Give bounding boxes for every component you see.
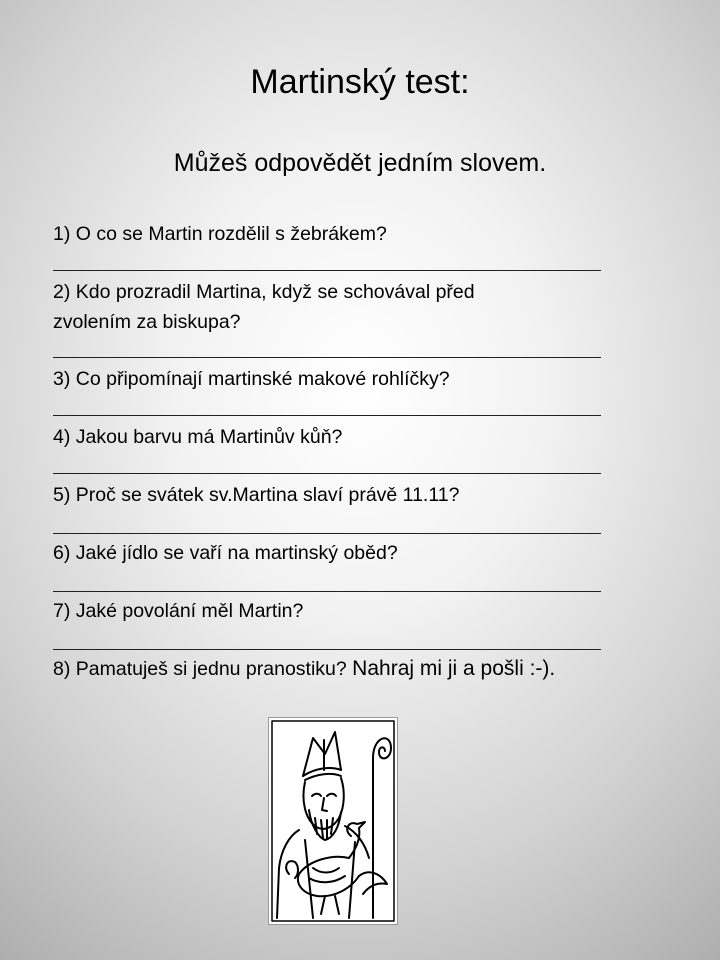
answer-line-2[interactable] xyxy=(53,357,601,358)
question-2-line-2: zvolením za biskupa? xyxy=(53,311,241,333)
saint-martin-drawing xyxy=(269,718,397,924)
page-title: Martinský test: xyxy=(250,63,470,101)
question-2-line-1: 2) Kdo prozradil Martina, když se schovával před xyxy=(53,281,475,303)
answer-line-3[interactable] xyxy=(53,415,601,416)
question-8-instruction: Nahraj mi ji a pošli :-). xyxy=(352,657,556,680)
question-5: 5) Proč se svátek sv.Martina slaví právě 11.11? xyxy=(53,484,460,506)
page-subtitle: Můžeš odpovědět jedním slovem. xyxy=(173,149,547,177)
question-1: 1) O co se Martin rozdělil s žebrákem? xyxy=(53,223,387,245)
saint-martin-illustration xyxy=(268,717,398,925)
answer-line-6[interactable] xyxy=(53,591,601,592)
question-8-text: 8) Pamatuješ si jednu pranostiku? xyxy=(53,658,353,680)
question-4: 4) Jakou barvu má Martinův kůň? xyxy=(53,426,343,448)
question-7: 7) Jaké povolání měl Martin? xyxy=(53,600,304,622)
question-6: 6) Jaké jídlo se vaří na martinský oběd? xyxy=(53,542,398,564)
question-8 xyxy=(53,654,613,684)
answer-line-5[interactable] xyxy=(53,533,601,534)
answer-line-4[interactable] xyxy=(53,473,601,474)
answer-line-1[interactable] xyxy=(53,270,601,271)
question-3: 3) Co připomínají martinské makové rohlíčky? xyxy=(53,368,450,390)
answer-line-7[interactable] xyxy=(53,649,601,650)
